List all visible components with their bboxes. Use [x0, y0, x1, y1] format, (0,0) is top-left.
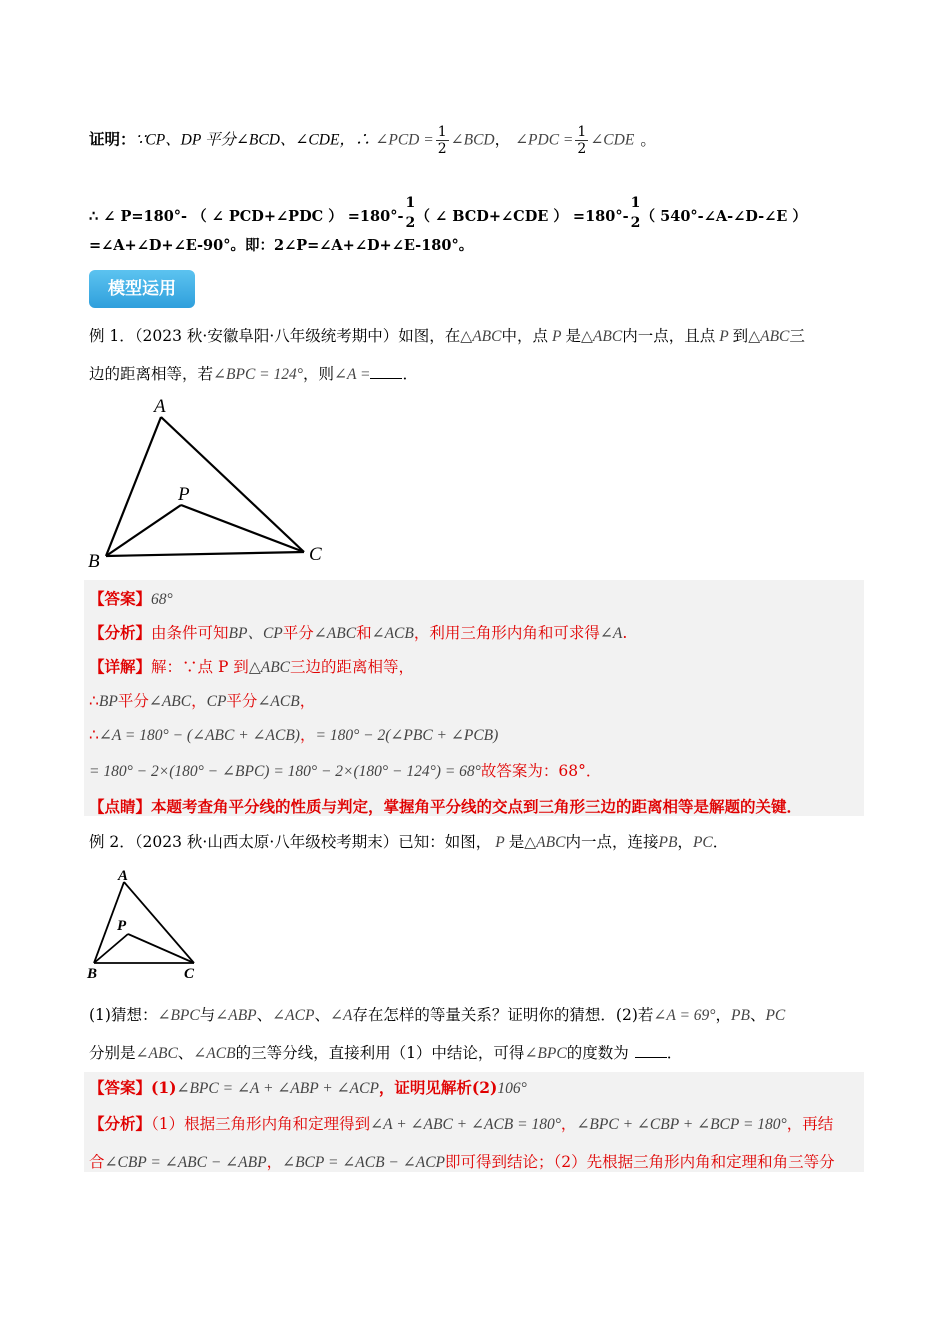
proof-line-2: ∴ ∠ P=180°- （ ∠ PCD+∠PDC ） =180°- 1 2 （ ∠ BCD+∠CDE ） =180°- 1 2 （ 540°-∠A-∠D-∠E ） — [89, 195, 807, 231]
example1-analysis: 【分析】由条件可知BP、CP平分∠ABC和∠ACB，利用三角形内角和可求得∠A. — [89, 623, 628, 642]
example2-question-1: (1)猜想：∠BPC与∠ABP、∠ACP、∠A存在怎样的等量关系？证明你的猜想．(2)若∠A = 69°，PB、PC — [89, 1006, 786, 1024]
label-b: B — [88, 551, 100, 572]
example2-analysis-2: 合∠CBP = ∠ABC − ∠ABP，∠BCP = ∠ACB − ∠ACP即可得到结论；（2）先根据三角形内角和定理和角三等分 — [89, 1153, 835, 1171]
half-fraction: $\frac{1}{2}$ — [437, 124, 447, 157]
answer-blank-2 — [635, 1043, 667, 1058]
example2-analysis-1: 【分析】（1）根据三角形内角和定理得到∠A + ∠ABC + ∠ACB = 180°，∠BPC + ∠CBP + ∠BCP = 180°，再结 — [89, 1114, 834, 1133]
example2-line-1: 例 2．（2023 秋·山西太原·八年级校考期末）已知：如图， P 是△ABC内一点，连接PB，PC． — [89, 833, 729, 851]
example1-answer: 【答案】68° — [89, 589, 173, 608]
example1-figure — [84, 392, 344, 572]
example1-detail-4: = 180° − 2×(180° − ∠BPC) = 180° − 2×(180° − 124°) = 68°故答案为：68°． — [89, 762, 602, 780]
proof-label: 证明： — [89, 129, 136, 149]
label-a: A — [154, 396, 166, 417]
label-b-2: B — [87, 966, 98, 982]
segment-pc-2 — [128, 934, 194, 963]
label-c-2: C — [184, 966, 195, 982]
example2-answer: 【答案】(1)∠BPC = ∠A + ∠ABP + ∠ACP，证明见解析(2)106° — [89, 1078, 527, 1097]
proof-line-3: =∠A+∠D+∠E-90°。即：2∠P=∠A+∠D+∠E-180°。 — [89, 237, 474, 254]
label-p-2: P — [117, 918, 127, 934]
example1-detail-3: ∴∠A = 180° − (∠ABC + ∠ACB)，= 180° − 2(∠PBC + ∠PCB) — [89, 726, 499, 744]
example1-line-1: 例 1．（2023 秋·安徽阜阳·八年级统考期中）如图，在△ABC中，点 P 是△ABC内一点，且点 P 到△ABC三 — [89, 327, 805, 345]
eq1-rhs: ∠BCD — [450, 131, 495, 149]
eq2-lhs: ∠PDC = — [515, 131, 574, 149]
side-ab — [106, 417, 161, 556]
example1-comment: 【点睛】本题考查角平分线的性质与判定，掌握角平分线的交点到三角形三边的距离相等是解题的关键． — [89, 797, 803, 816]
eq1-lhs: ∠PCD = — [375, 131, 434, 149]
section-badge: 模型运用 — [89, 270, 195, 308]
label-p: P — [178, 484, 190, 505]
label-a-2: A — [118, 868, 129, 884]
example1-detail-1: 【详解】解：∵点 P 到△ABC三边的距离相等， — [89, 657, 415, 676]
label-c: C — [309, 544, 322, 565]
example1-detail-2: ∴BP平分∠ABC，CP平分∠ACB， — [89, 692, 316, 710]
proof-text: ∵CP、DP 平分∠BCD、∠CDE，∴ — [135, 131, 371, 149]
half-fraction-2: $\frac{1}{2}$ — [577, 124, 587, 157]
side-ac-2 — [124, 882, 194, 963]
example2-question-2: 分别是∠ABC、∠ACB的三等分线，直接利用（1）中结论，可得∠BPC的度数为 ． — [89, 1044, 683, 1062]
side-bc — [106, 552, 304, 556]
eq2-rhs: ∠CDE — [590, 131, 635, 149]
example2-figure — [84, 866, 214, 982]
answer-blank — [370, 364, 402, 379]
example1-line-2: 边的距离相等，若∠BPC = 124°，则∠A = ． — [89, 365, 418, 383]
segment-pc — [181, 505, 304, 552]
proof-line-1: 证明：∵CP、DP 平分∠BCD、∠CDE，∴ ∠PCD = $\frac{1}{2}$ ∠BCD， ∠PDC = $\frac{1}{2}$ ∠CDE 。 — [89, 124, 656, 157]
